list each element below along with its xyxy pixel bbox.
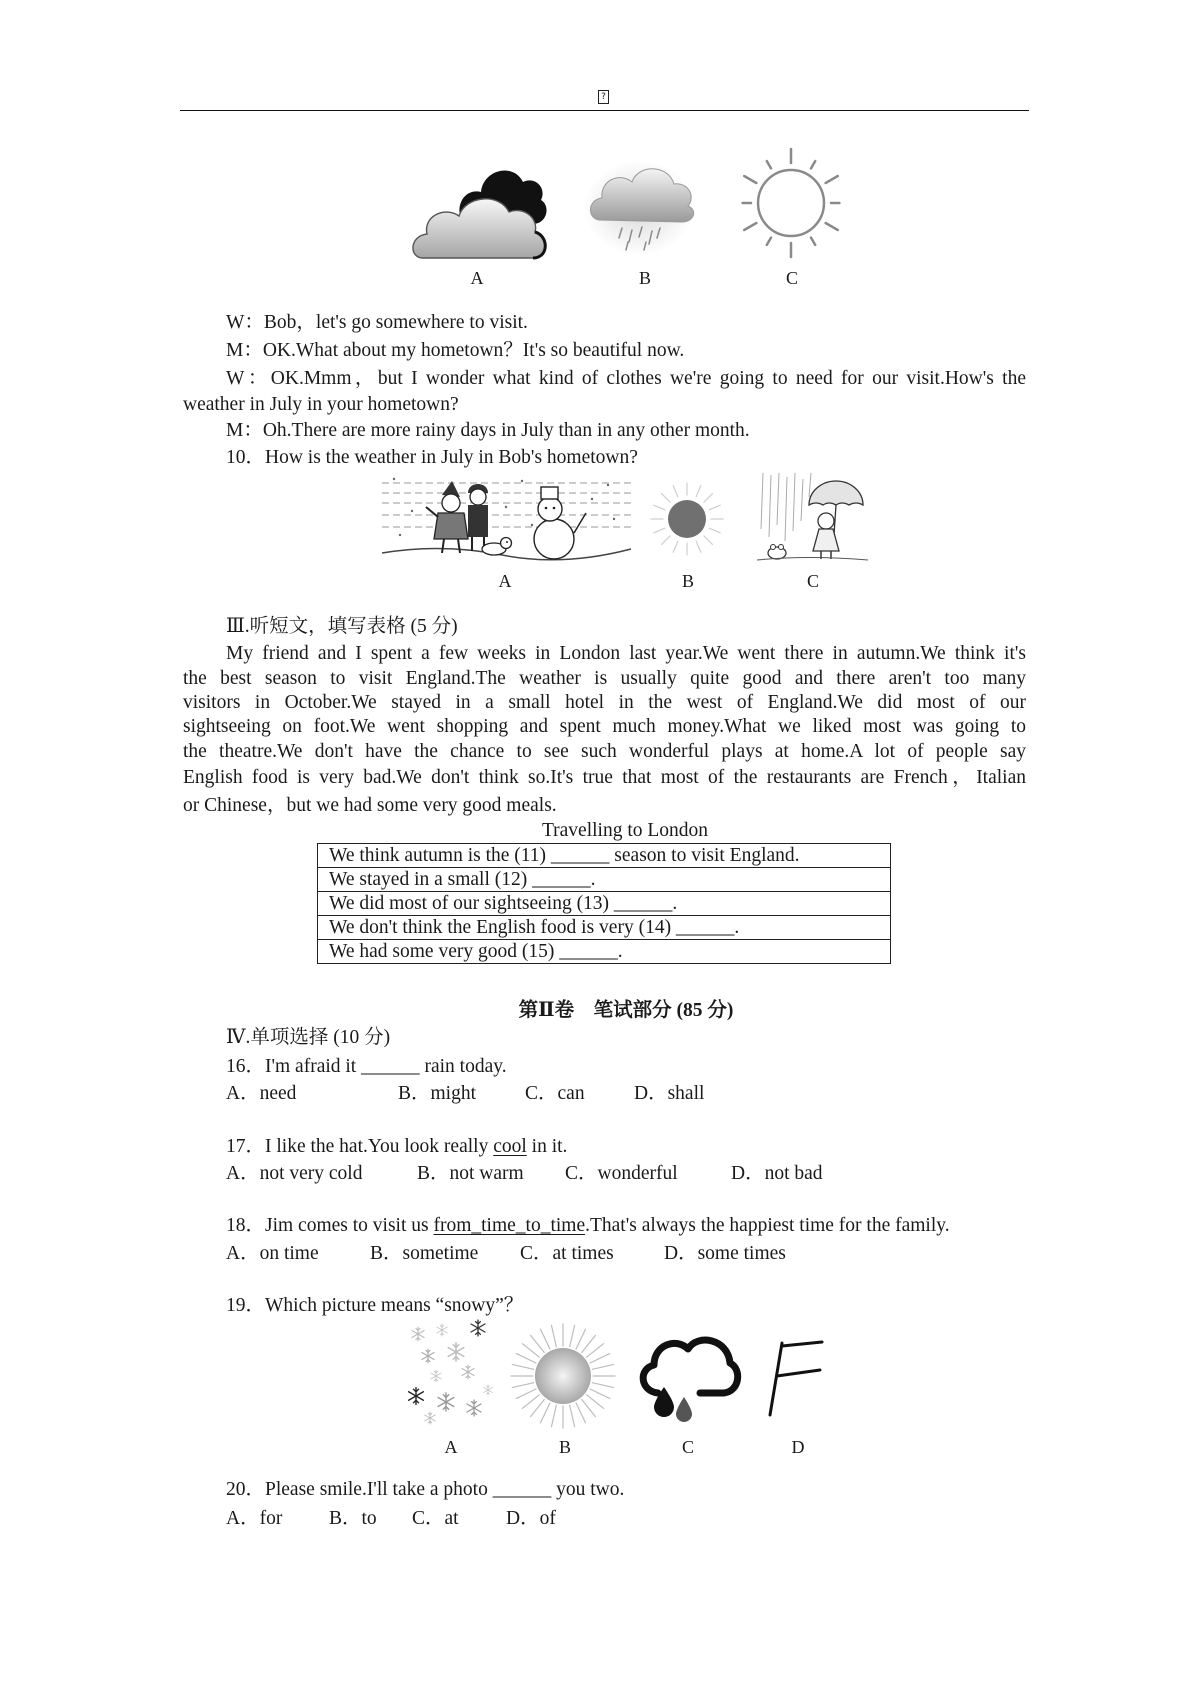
sun-ray	[662, 494, 670, 502]
sun-ray	[512, 1364, 533, 1369]
sun-ray	[512, 1383, 533, 1388]
sun-ray	[531, 1399, 545, 1416]
sun-ray	[811, 161, 815, 168]
q16-option-b: B．might	[398, 1083, 477, 1104]
q19-label-c: C	[681, 1437, 695, 1457]
table-row	[318, 868, 891, 892]
q20-option-c: C．at	[412, 1508, 459, 1529]
sun-ray	[586, 1395, 603, 1409]
picture-label-a: A	[470, 268, 484, 288]
q18-underlined-phrase: from_time_to_time	[433, 1215, 586, 1236]
q20-option-b: B．to	[329, 1508, 377, 1529]
sun-ray	[709, 505, 720, 510]
sun-ray	[696, 486, 701, 497]
header-rule	[180, 110, 1029, 111]
picture-label-c: C	[785, 268, 799, 288]
option-b-rain-cloud-icon	[584, 156, 694, 256]
sun-ray	[654, 505, 665, 510]
q17-option-b: B．not warm	[417, 1163, 524, 1184]
passage-line: My friend and I spent a few weeks in London last year.We went there in autumn.We think it's	[226, 643, 1026, 664]
sun-ray	[570, 1325, 575, 1346]
header-mark: ?	[598, 90, 609, 104]
sun-ray	[662, 536, 670, 544]
question-20-stem: 20．Please smile.I'll take a photo ______ you two.	[226, 1479, 625, 1500]
q19-label-a: A	[444, 1437, 458, 1457]
sun-ray	[531, 1335, 545, 1352]
q17-stem-after: in it.	[526, 1136, 568, 1157]
q19-option-b-sun-icon	[507, 1322, 619, 1430]
q19-option-c-rain-cloud-icon	[636, 1333, 740, 1427]
sun-ray	[696, 541, 701, 552]
sun-ray	[826, 176, 838, 183]
sun-ray	[540, 1329, 550, 1349]
q10-label-c: C	[806, 571, 820, 591]
sun-ray	[744, 176, 756, 183]
sun-ray	[592, 1364, 613, 1369]
table-cell: We did most of our sightseeing (13) ______.	[318, 892, 891, 916]
q18-option-a: A．on time	[226, 1243, 319, 1264]
q20-option-a: A．for	[226, 1508, 283, 1529]
section-4-title: Ⅳ.单项选择 (10 分)	[226, 1027, 391, 1048]
sun-ray	[826, 223, 838, 230]
sun-ray	[576, 1329, 586, 1349]
q18-option-b: B．sometime	[370, 1243, 479, 1264]
part-2-title: 第Ⅱ卷 笔试部分 (85 分)	[518, 1000, 734, 1021]
passage-line: sightseeing on foot.We went shopping and spent much money.What we liked most was going to	[183, 716, 1026, 737]
fill-in-table	[317, 843, 891, 964]
picture-label-b: B	[638, 268, 652, 288]
q19-label-b: B	[558, 1437, 572, 1457]
q18-option-c: C．at times	[520, 1243, 614, 1264]
q16-option-a: A．need	[226, 1083, 297, 1104]
sun-ray	[744, 223, 756, 230]
q10-label-a: A	[498, 571, 512, 591]
sun-ray	[592, 1383, 613, 1388]
sun-ray	[551, 1325, 556, 1346]
table-cell: We think autumn is the (11) ______ season to visit England.	[318, 844, 891, 868]
sun-ray	[590, 1353, 610, 1363]
sun-ray	[704, 494, 712, 502]
question-17-stem	[226, 1134, 567, 1160]
q17-option-d: D．not bad	[731, 1163, 823, 1184]
section-3-title: Ⅲ.听短文，填写表格 (5 分)	[226, 616, 458, 637]
q16-option-d: D．shall	[634, 1083, 705, 1104]
q18-stem-after: .That's always the happiest time for the family.	[585, 1215, 950, 1236]
q17-stem-before: 17．I like the hat.You look really	[226, 1136, 494, 1157]
table-cell: We don't think the English food is very (14) ______.	[318, 916, 891, 940]
q16-option-c: C．can	[525, 1083, 585, 1104]
table-row	[318, 940, 891, 964]
sun-ray	[570, 1405, 575, 1426]
q17-underlined-word: cool	[493, 1136, 527, 1157]
option-a-snow-scene-icon	[382, 473, 631, 563]
dialog-line: M：OK.What about my hometown？It's so beautiful now.	[226, 340, 685, 361]
q17-option-a: A．not very cold	[226, 1163, 363, 1184]
sun-ray	[551, 1405, 556, 1426]
option-c-rain-umbrella-icon	[757, 471, 868, 563]
dialog-line: W：OK.Mmm，but I wonder what kind of clothes we're going to need for our visit.How's the	[226, 368, 1026, 389]
table-cell: We stayed in a small (12) ______.	[318, 868, 891, 892]
sun-ray	[590, 1389, 610, 1399]
passage-line: visitors in October.We stayed in a small hotel in the west of England.We did most of our	[183, 692, 1026, 713]
sun-ray	[767, 161, 771, 168]
dialog-line: weather in July in your hometown?	[183, 394, 459, 415]
q19-label-d: D	[791, 1437, 805, 1457]
q18-stem-before: 18．Jim comes to visit us	[226, 1215, 434, 1236]
table-row	[318, 892, 891, 916]
q18-option-d: D．some times	[664, 1243, 786, 1264]
table-cell: We had some very good (15) ______.	[318, 940, 891, 964]
sun-ray	[811, 238, 815, 245]
table-title: Travelling to London	[541, 820, 709, 841]
passage-line: the theatre.We don't have the chance to see such wonderful plays at home.A lot of people say	[183, 741, 1026, 762]
q20-option-d: D．of	[506, 1508, 556, 1529]
sun-ray	[709, 528, 720, 533]
option-a-cloudy-icon	[409, 144, 551, 262]
sun-ray	[522, 1344, 539, 1358]
sun-ray	[516, 1389, 536, 1399]
sun-ray	[540, 1403, 550, 1423]
q10-label-b: B	[681, 571, 695, 591]
q19-option-a-snowflakes-icon	[406, 1320, 496, 1430]
q19-option-d-weather-symbol-icon	[764, 1340, 826, 1418]
question-16-stem: 16．I'm afraid it ______ rain today.	[226, 1056, 507, 1077]
sun-ray	[704, 536, 712, 544]
sun-ray	[673, 486, 678, 497]
question-18-stem	[226, 1213, 950, 1239]
q17-option-c: C．wonderful	[565, 1163, 678, 1184]
option-c-sun-icon	[733, 145, 849, 262]
sun-ray	[673, 541, 678, 552]
sun-ray	[576, 1403, 586, 1423]
question-10-stem: 10．How is the weather in July in Bob's hometown?	[226, 447, 638, 468]
table-row	[318, 916, 891, 940]
table-row	[318, 844, 891, 868]
passage-line: the best season to visit England.The weather is usually quite good and there aren't too many	[183, 668, 1026, 689]
sun-ray	[767, 238, 771, 245]
sun-ray	[582, 1399, 596, 1416]
option-b-sun-icon	[644, 482, 731, 556]
sun-ray	[522, 1395, 539, 1409]
sun-ray	[586, 1344, 603, 1358]
passage-line: or Chinese，but we had some very good meals.	[183, 795, 557, 816]
sun-ray	[516, 1353, 536, 1363]
question-19-stem: 19．Which picture means “snowy”？	[226, 1295, 524, 1316]
sun-ray	[654, 528, 665, 533]
sun-ray	[582, 1335, 596, 1352]
dialog-line: W：Bob，let's go somewhere to visit.	[226, 312, 528, 333]
dialog-line: M：Oh.There are more rainy days in July than in any other month.	[226, 420, 750, 441]
passage-line: English food is very bad.We don't think so.It's true that most of the restaurants are French，Italian	[183, 767, 1026, 788]
